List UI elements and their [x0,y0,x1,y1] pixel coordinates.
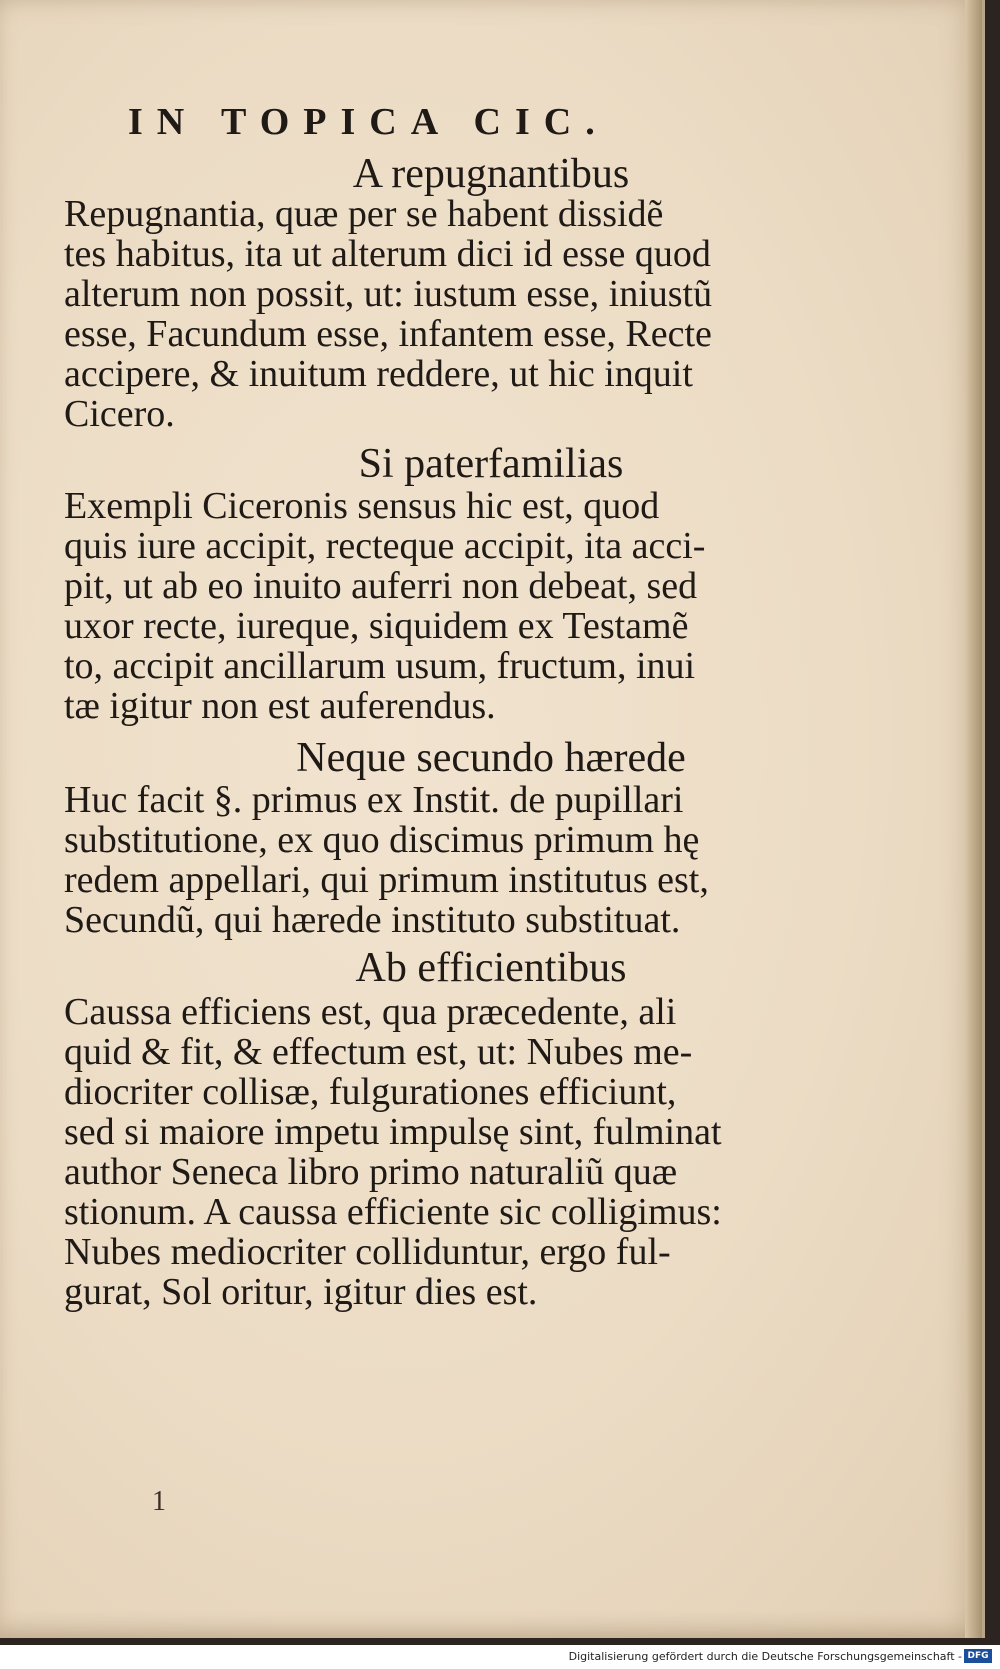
footer-credit: Digitalisierung gefördert durch die Deutsche Forschungsgemeinschaft - [568,1650,962,1663]
section-paragraph [26,780,716,940]
text-line: pit, ut ab eo inuito auferri non debeat, sed [64,565,698,607]
section-heading: Si paterfamilias [358,441,624,487]
text-line: to, accipit ancillarum usum, fructum, inui [64,645,696,687]
section-heading: Neque secundo hærede [296,735,686,781]
text-line: uxor recte, iureque, siquidem ex Testamẽ [64,605,689,647]
text-line: Repugnantia, quæ per se habent dissidẽ [64,193,664,235]
text-line: author Seneca libro primo naturaliũ quæ [64,1151,678,1193]
text-line: alterum non possit, ut: iustum esse, iniustũ [64,273,713,315]
text-line: substitutione, ex quo discimus primum hę [64,819,700,861]
section-paragraph [26,194,716,434]
text-line: Nubes mediocriter colliduntur, ergo ful- [64,1231,671,1273]
text-line: sed si maiore impetu impulsę sint, fulminat [64,1111,722,1153]
text-line: Exempli Ciceronis sensus hic est, quod [64,485,660,527]
text-line: Secundũ, qui hærede instituto substituat. [64,899,681,941]
signature-mark: 1 [152,1486,166,1517]
section-paragraph [26,991,722,1313]
text-line: diocriter collisæ, fulgurationes efficiunt, [64,1071,677,1113]
section-heading: A repugnantibus [352,151,630,197]
text-line: gurat, Sol oritur, igitur dies est. [64,1271,538,1313]
text-line: Cicero. [64,393,175,435]
text-line: quid & fit, & effectum est, ut: Nubes me- [64,1031,693,1073]
page-edge [965,0,982,1638]
dfg-logo: DFG [964,1649,992,1663]
section-heading: Ab efficientibus [355,945,627,991]
text-line: quis iure accipit, recteque accipit, ita acci- [64,525,706,567]
text-line: tes habitus, ita ut alterum dici id esse quod [64,233,711,275]
text-line: Huc facit §. primus ex Instit. de pupillari [64,779,684,821]
running-head: IN TOPICA CIC. [128,101,609,143]
text-line: esse, Facundum esse, infantem esse, Recte [64,313,712,355]
text-line: Caussa efficiens est, qua præcedente, ali [64,991,677,1033]
text-line: stionum. A caussa efficiente sic colligimus: [64,1191,722,1233]
text-line: redem appellari, qui primum institutus est, [64,859,709,901]
section-paragraph [26,486,716,726]
text-line: accipere, & inuitum reddere, ut hic inquit [64,353,693,395]
text-line: tæ igitur non est auferendus. [64,685,496,727]
